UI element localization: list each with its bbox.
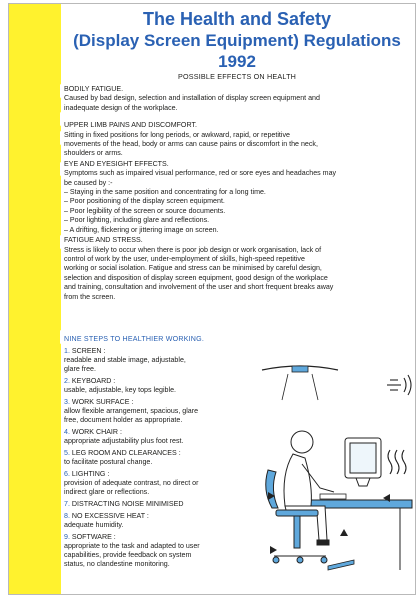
step-item [64, 398, 239, 426]
step-item [64, 500, 239, 509]
effect-section [64, 121, 406, 159]
step-item [64, 512, 239, 530]
section-subtitle: POSSIBLE EFFECTS ON HEALTH [177, 72, 297, 81]
effect-line: Stress is likely to occur when there is poor job design or work organisation, lack of [64, 245, 322, 254]
effect-line: – Poor positioning of the display screen equipment. [64, 197, 225, 206]
effect-line: control of work by the user, under-employment of skills, high-speed repetitive [64, 254, 305, 263]
title-line-2: (Display Screen Equipment) Regulations 1992 [73, 31, 401, 71]
effect-line: from the screen. [64, 292, 116, 301]
effect-line: working or social isolation. Fatigue and stress can be minimised by careful design, [64, 264, 322, 273]
step-item [64, 347, 239, 375]
effect-line: – Staying in the same position and concentrating for a long time. [64, 188, 266, 197]
effect-line: movements of the head, body or arms can cause pains or discomfort in the neck, [64, 140, 318, 149]
keyboard [320, 494, 346, 499]
step-heading: WORK SURFACE : [71, 398, 134, 407]
step-heading: SOFTWARE : [71, 532, 116, 541]
effect-section [64, 85, 406, 113]
step-line: readable and stable image, adjustable, [64, 356, 186, 365]
effect-heading: FATIGUE AND STRESS. [64, 236, 143, 245]
step-line: indirect glare or reflections. [64, 488, 150, 497]
effect-line: – A drifting, flickering or jittering image on screen. [64, 225, 219, 234]
lamp-icon [262, 366, 338, 400]
effects-content [64, 85, 406, 303]
step-line: provision of adequate contrast, no direct or [64, 479, 199, 488]
step-line: free, document holder as appropriate. [64, 416, 183, 425]
step-heading: DISTRACTING NOISE MINIMISED [71, 500, 184, 509]
effect-heading: BODILY FATIGUE. [64, 85, 124, 93]
noise-icon [387, 375, 411, 395]
workstation-illustration [240, 360, 416, 590]
step-heading: WORK CHAIR : [71, 428, 122, 437]
step-number: 4. [64, 428, 70, 437]
heat-icon [388, 450, 406, 474]
step-number: 7. [64, 500, 70, 509]
step-line: usable, adjustable, key tops legible. [64, 386, 176, 395]
effect-line: – Poor legibility of the screen or source documents. [64, 206, 226, 215]
title-line-1: The Health and Safety [142, 9, 332, 29]
effect-line: and training, consultation and involvement of the user and short frequent breaks away [64, 283, 334, 292]
step-line: capabilities, provide feedback on system [64, 551, 192, 560]
step-line: appropriate to the task and adapted to user [64, 541, 200, 550]
step-heading: LEG ROOM AND CLEARANCES : [71, 449, 181, 458]
effect-line: – Poor lighting, including glare and reflections. [64, 216, 210, 225]
step-line: adequate humidity. [64, 520, 124, 529]
effect-line: selection and disposition of display screen equipment, good design of the workplace [64, 273, 328, 282]
step-number: 1. [64, 347, 70, 355]
effect-line: Sitting in fixed positions for long periods, or awkward, rapid, or repetitive [64, 130, 290, 139]
yellow-side-stripe [9, 4, 61, 594]
steps-heading: NINE STEPS TO HEALTHIER WORKING. [64, 335, 205, 343]
step-heading: KEYBOARD : [71, 377, 116, 386]
step-item [64, 533, 239, 570]
step-line: status, no clandestine monitoring. [64, 560, 170, 569]
foot-rest [328, 560, 354, 570]
step-item [64, 428, 239, 446]
nine-steps-list [64, 347, 239, 572]
step-heading: SCREEN : [71, 347, 106, 355]
step-item [64, 470, 239, 498]
monitor [345, 438, 381, 486]
effect-line: shoulders or arms. [64, 149, 123, 158]
effect-line: Caused by bad design, selection and installation of display screen equipment and [64, 94, 320, 103]
step-number: 5. [64, 449, 70, 458]
effect-heading: UPPER LIMB PAINS AND DISCOMFORT. [64, 121, 197, 130]
step-number: 2. [64, 377, 70, 386]
step-heading: LIGHTING : [71, 469, 110, 478]
step-line: to facilitate postural change. [64, 458, 153, 467]
effect-section [64, 236, 406, 302]
step-line: allow flexible arrangement, spacious, glare [64, 407, 199, 416]
seated-person [284, 431, 334, 545]
step-line: glare free. [64, 365, 96, 374]
step-item [64, 449, 239, 467]
step-heading: NO EXCESSIVE HEAT : [71, 511, 149, 520]
effect-section [64, 160, 406, 235]
step-number: 3. [64, 398, 70, 407]
effect-line: Symptoms such as impaired visual performance, red or sore eyes and headaches may [64, 169, 337, 178]
effect-line: be caused by :- [64, 178, 113, 187]
step-number: 9. [64, 532, 70, 541]
effect-line: inadequate design of the workplace. [64, 103, 178, 112]
step-item [64, 377, 239, 395]
effect-heading: EYE AND EYESIGHT EFFECTS. [64, 159, 169, 168]
step-line: appropriate adjustability plus foot rest. [64, 437, 184, 446]
step-number: 6. [64, 469, 70, 478]
page-title [64, 9, 410, 72]
step-number: 8. [64, 511, 70, 520]
